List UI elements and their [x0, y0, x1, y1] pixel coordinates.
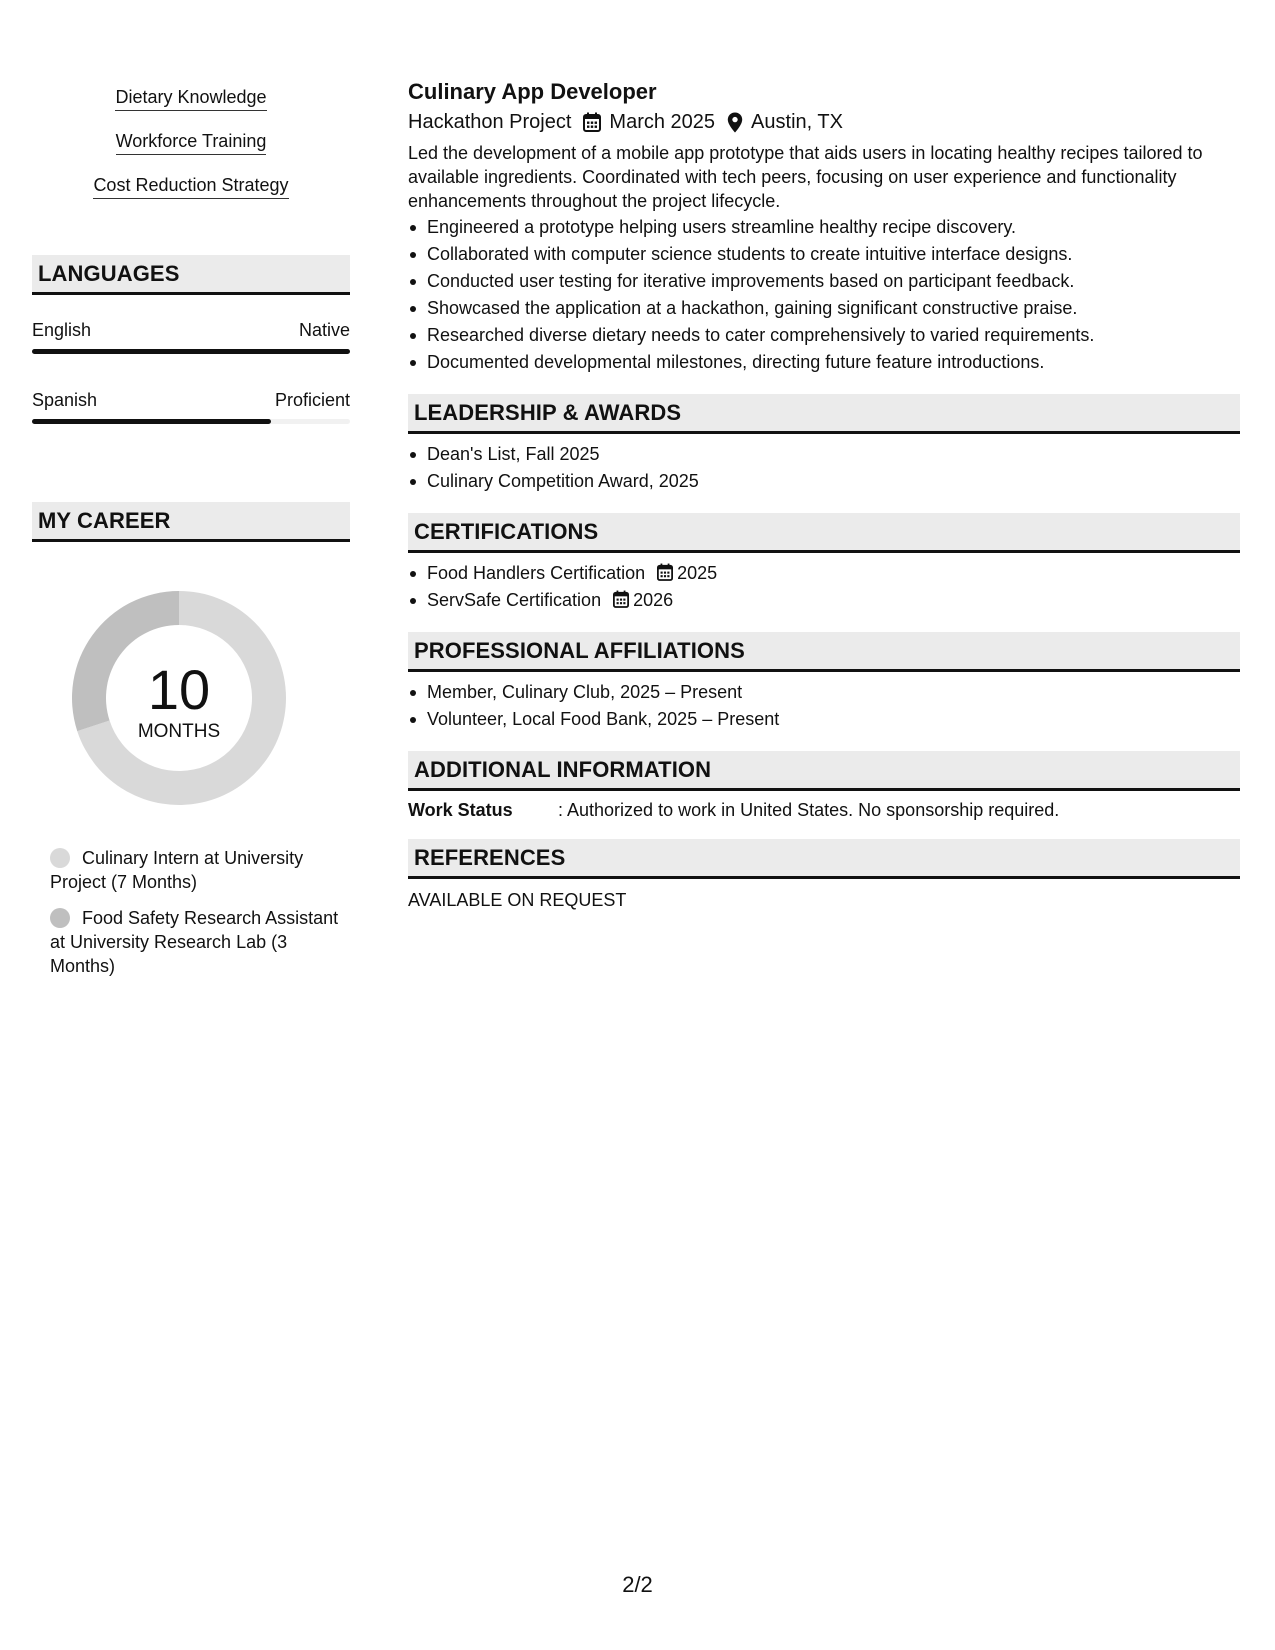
list-item	[408, 560, 1240, 587]
language-name: Spanish	[32, 390, 98, 410]
language-bar-track	[32, 349, 350, 354]
career-legend	[50, 846, 340, 990]
additional-info-heading: ADDITIONAL INFORMATION	[408, 751, 1240, 791]
list-item: Documented developmental milestones, directing future feature introductions.	[408, 349, 1240, 376]
language-bar-track	[32, 419, 350, 424]
right-column	[408, 78, 1240, 911]
project-bullets	[408, 214, 1240, 376]
list-item	[408, 587, 1240, 614]
affiliations-heading: PROFESSIONAL AFFILIATIONS	[408, 632, 1240, 672]
project-date: March 2025	[609, 111, 716, 133]
list-item: Dean's List, Fall 2025	[408, 441, 1240, 468]
project-org: Hackathon Project	[408, 111, 572, 133]
language-english	[32, 319, 350, 354]
career-total-unit: MONTHS	[137, 721, 221, 742]
career-total-value: 10	[147, 658, 211, 721]
list-item: Researched diverse dietary needs to cater comprehensively to varied requirements.	[408, 322, 1240, 349]
list-item: Volunteer, Local Food Bank, 2025 – Present	[408, 706, 1240, 733]
awards-list	[408, 441, 1240, 495]
affiliations-list	[408, 679, 1240, 733]
list-item: Member, Culinary Club, 2025 – Present	[408, 679, 1240, 706]
skills-list	[32, 86, 350, 218]
list-item: Culinary Competition Award, 2025	[408, 468, 1240, 495]
language-level: Native	[298, 320, 350, 340]
language-bar-fill	[32, 349, 350, 354]
list-item: Engineered a prototype helping users streamline healthy recipe discovery.	[408, 214, 1240, 241]
legend-dot	[50, 848, 70, 868]
legend-label: Culinary Intern at University Project (7 Months)	[50, 848, 304, 892]
references-text: AVAILABLE ON REQUEST	[408, 890, 627, 910]
calendar-icon	[657, 563, 673, 581]
language-spanish	[32, 389, 350, 424]
language-bar-fill	[32, 419, 271, 424]
legend-item	[50, 846, 340, 894]
work-status-row	[408, 799, 1240, 821]
certification-year: 2026	[633, 590, 674, 610]
certification-name: Food Handlers Certification	[427, 563, 646, 583]
work-status-label: Work Status	[408, 800, 513, 820]
project-location: Austin, TX	[751, 111, 843, 133]
legend-item	[50, 906, 340, 978]
legend-dot	[50, 908, 70, 928]
project-description: Led the development of a mobile app prototype that aids users in locating healthy recipes tailored to available ingredients. Coordinated with tech peers, focusing on user experience and functionality enhancements throughout the project lifecycle.	[408, 143, 1203, 211]
career-heading: MY CAREER	[32, 502, 350, 542]
work-status-value: : Authorized to work in United States. No sponsorship required.	[558, 800, 1060, 820]
calendar-icon	[613, 590, 629, 608]
project-title: Culinary App Developer	[408, 79, 657, 104]
project-meta	[408, 109, 1240, 135]
awards-heading: LEADERSHIP & AWARDS	[408, 394, 1240, 434]
skill-item: Workforce Training	[116, 130, 267, 155]
certifications-heading: CERTIFICATIONS	[408, 513, 1240, 553]
page-number: 2/2	[622, 1572, 653, 1597]
list-item: Conducted user testing for iterative improvements based on participant feedback.	[408, 268, 1240, 295]
legend-label: Food Safety Research Assistant at University Research Lab (3 Months)	[50, 908, 339, 976]
skill-item: Dietary Knowledge	[115, 86, 266, 111]
languages-heading: LANGUAGES	[32, 255, 350, 295]
references-heading: REFERENCES	[408, 839, 1240, 879]
list-item: Collaborated with computer science students to create intuitive interface designs.	[408, 241, 1240, 268]
certification-year: 2025	[677, 563, 718, 583]
certifications-list	[408, 560, 1240, 614]
language-level: Proficient	[274, 390, 350, 410]
skill-item: Cost Reduction Strategy	[93, 174, 288, 199]
calendar-icon	[583, 112, 601, 132]
certification-name: ServSafe Certification	[427, 590, 602, 610]
list-item: Showcased the application at a hackathon, gaining significant constructive praise.	[408, 295, 1240, 322]
map-pin-icon	[727, 112, 743, 133]
career-donut-chart	[65, 584, 293, 812]
language-name: English	[32, 320, 92, 340]
